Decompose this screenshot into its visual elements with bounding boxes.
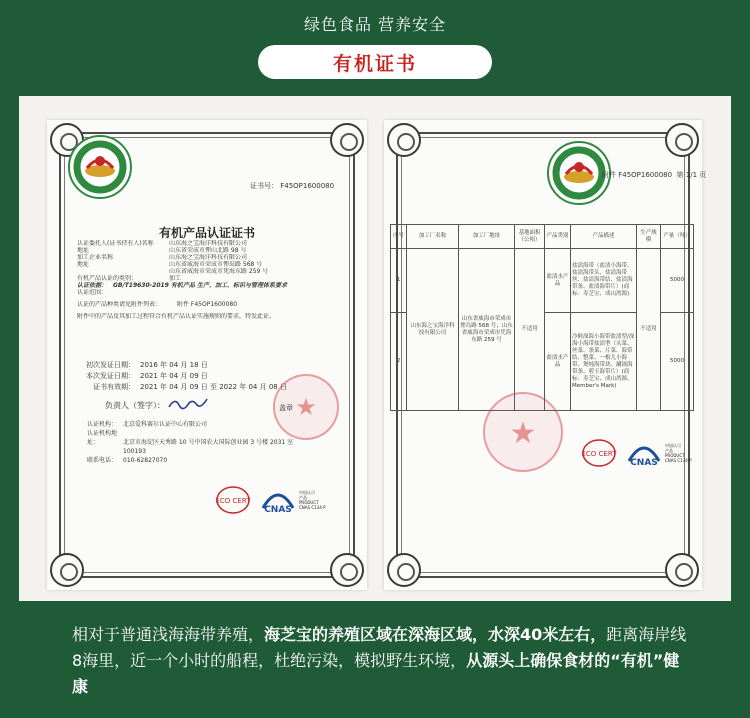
col-header: 基地面积（公顷） (515, 225, 545, 249)
seal-label: 盖章 (279, 404, 293, 412)
org-row: 认证机构地址： 北京市海淀区天秀路 10 号中国农大国际创业园 3 号楼 2031 室 (87, 430, 294, 446)
table-row: 2 盐渍水产品 冷鲜深海小海带盐渍型/深海小海带盐渍型（头菜、丝菜、条菜、片菜、海带结、整菜、一根儿小海带、煲炖海带块、涮锅海带条、碧玉海带片）(商标：寿芝宝、成山湾源、Member's Mark) 5000 (391, 313, 694, 411)
corner-ornament (330, 553, 364, 587)
red-seal-stamp (483, 392, 563, 472)
svg-text:CNAS: CNAS (264, 505, 292, 514)
table-row: 1 山东海之宝海洋科技有限公司 山东省威海市荣成市俚岛路 568 号；山东省威海市荣成市凭海东路 259 号 不适用 盐渍水产品 盐渍海带（盐渍小海带、盐渍海带头、盐渍海带丝、盐渍海带结、盐渍海带条、盐渍海带片）(商标：寿芝宝、成山湾源) 不适用 5000 (391, 249, 694, 313)
svg-text:ECO CERT: ECO CERT (215, 497, 251, 505)
organic-certificate (47, 120, 367, 590)
accreditation-badges (215, 485, 326, 515)
detail-row: 有机产品认证的类别： 加工 (77, 275, 182, 282)
detail-row: 附件中的产品及其加工过程符合有机产品认证实施规则的要求，特发此证。 (77, 313, 276, 320)
detail-row: 认证的产品种类请见附件列表： 附件 F45OP1600080 (77, 301, 238, 308)
detail-row: 地址 山东省荣成市俚山北路 98 号 (77, 247, 247, 254)
svg-text:CNAS: CNAS (630, 458, 658, 467)
certificate-details (77, 240, 337, 320)
corner-ornament (387, 553, 421, 587)
description-text: 相对于普通浅海海带养殖，海芝宝的养殖区域在深海区域，水深40米左右，距离海岸线8海里，近一个小时的船程，杜绝污染，模拟野生环境，从源头上确保食材的“有机”健康 (72, 625, 687, 696)
certificate-title: 有机产品认证证书 (158, 226, 255, 240)
corner-ornament (387, 123, 421, 157)
tagline: 绿色食品 营养安全 (303, 15, 447, 34)
cnas-badge (625, 439, 692, 467)
org-row: 100193 (123, 448, 146, 455)
ecocert-logo-icon (215, 485, 251, 515)
col-header: 生产规模 (637, 225, 661, 249)
col-header: 加工厂名称 (407, 225, 459, 249)
accreditation-badges (581, 438, 692, 468)
detail-row: 认证范围： (77, 289, 108, 296)
date-row: 本次发证日期： 2021 年 04 月 09 日 (86, 372, 208, 380)
detail-row: 认证委托人(证书持有人)名称 山东海之宝海洋科技有限公司 (77, 240, 248, 247)
col-header: 产品描述 (571, 225, 637, 249)
certificate-number: 证书号： F45OP1600080 (250, 182, 335, 190)
col-header: 产品类别 (545, 225, 571, 249)
cnas-text: 中国认可 产品 PRODUCT CNAS C134-P (665, 443, 692, 463)
col-header: 加工厂地址 (459, 225, 515, 249)
date-row: 初次发证日期： 2016 年 04 月 18 日 (86, 361, 208, 369)
corner-ornament (330, 123, 364, 157)
certification-body (87, 420, 337, 465)
detail-row: 山东省威海市荣成市凭海东路 259 号 (169, 268, 269, 275)
organic-logo-icon (67, 134, 133, 200)
org-row: 联系电话： 010-62827070 (87, 457, 168, 464)
product-table (390, 224, 694, 411)
cnas-text: 中国认可 产品 PRODUCT CNAS C134-P (299, 490, 326, 510)
signer-label: 负责人（签字）： (105, 401, 165, 410)
section-title-text: 有机证书 (332, 52, 417, 75)
cnas-badge (259, 486, 326, 514)
section-title (258, 45, 492, 79)
detail-row: 加工企业名称 山东海之宝海洋科技有限公司 (77, 254, 248, 261)
cnas-logo-icon (259, 486, 297, 514)
org-row: 认证机构： 北京爱科赛尔认证中心有限公司 (87, 421, 208, 428)
detail-row: 认证依据： GB/T19630-2019 有机产品 生产、加工、标识与管理体系要求 (77, 282, 288, 289)
corner-ornament (665, 123, 699, 157)
svg-text:ECO CERT: ECO CERT (581, 450, 617, 458)
col-header: 产量（吨） (661, 225, 694, 249)
table-header (391, 225, 694, 249)
date-row: 证书有效期： 2021 年 04 月 09 日 至 2022 年 04 月 08 日 (93, 383, 287, 391)
cnas-logo-icon (625, 439, 663, 467)
col-header: 序号 (391, 225, 407, 249)
attachment-number: 附件 F45OP1600080 第 1/1 页 (602, 171, 707, 179)
detail-row: 地址 山东省威海市荣成市俚岛路 568 号 (77, 261, 263, 268)
corner-ornament (665, 553, 699, 587)
signature-icon (167, 395, 209, 411)
corner-ornament (50, 553, 84, 587)
ecocert-logo-icon (581, 438, 617, 468)
certificate-attachment (384, 120, 707, 590)
